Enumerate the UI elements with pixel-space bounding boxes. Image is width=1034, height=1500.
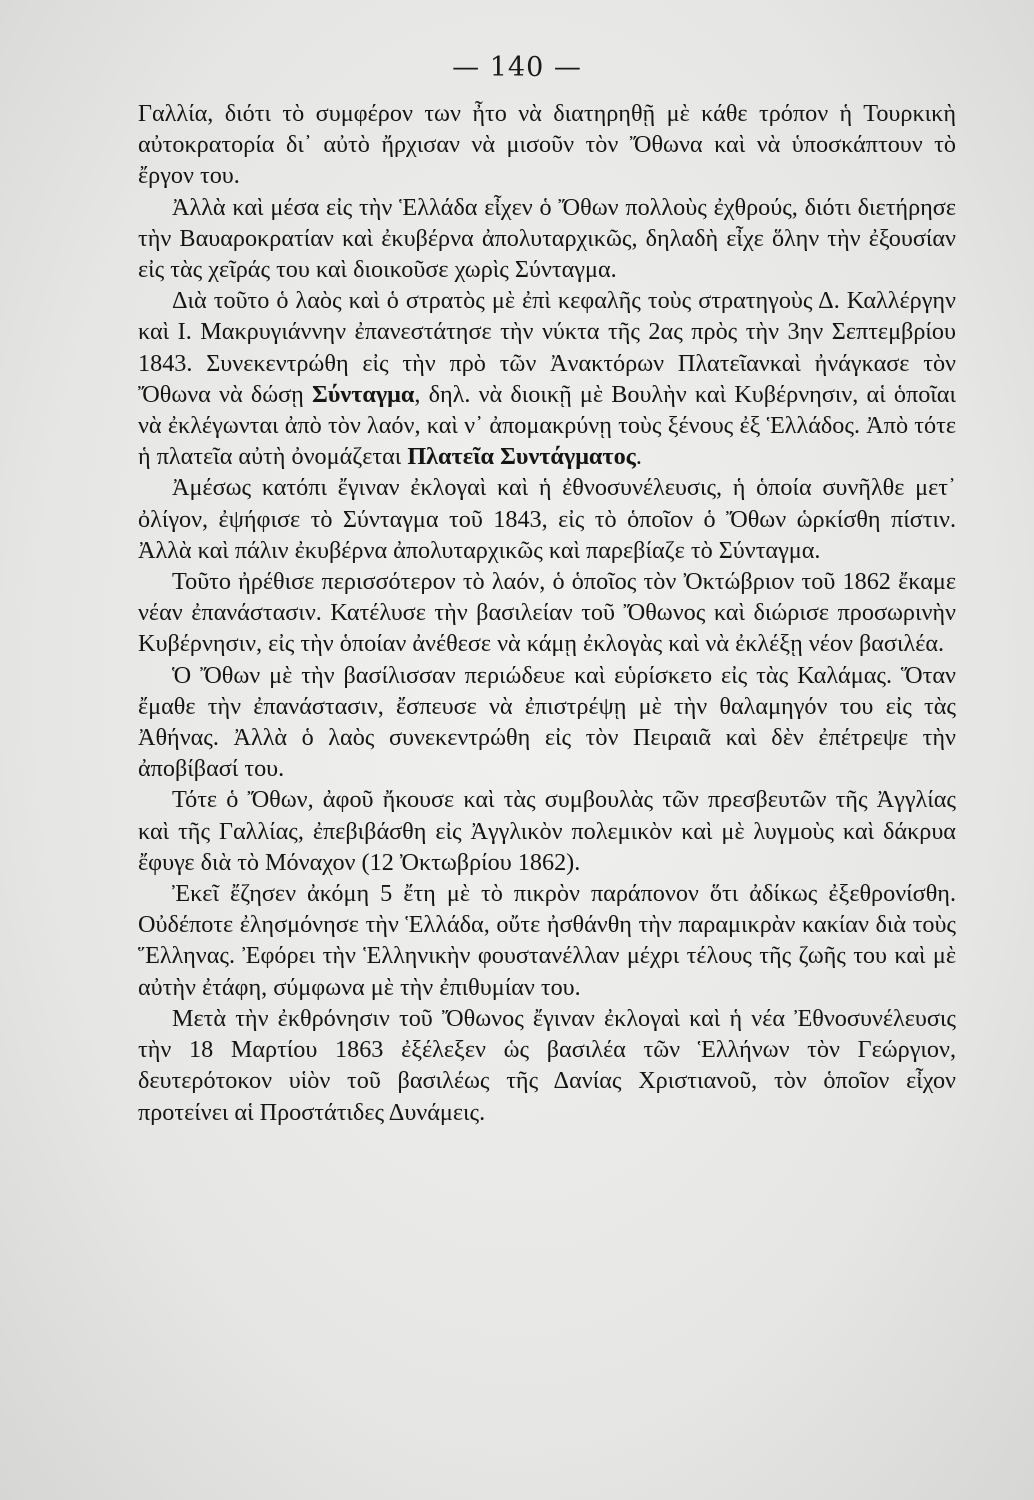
body-text <box>138 98 956 1128</box>
paragraph-3-text-a: Διὰ τοῦτο ὁ λαὸς καὶ ὁ στρατὸς μὲ ἐπὶ κεφαλῆς τοὺς στρατηγοὺς Δ. Καλλέργην καὶ Ι. Μακρυγιάννην ἐπανεστάτησε τὴν νύκτα τῆς 2ας πρὸς τὴν 3ην Σεπτεμβρίου 1843. Συνεκεντρώθη εἰς τὴν πρὸ τῶν Ἀνακτόρων Πλατεῖανκαὶ ἠνάγκασε τὸν Ὄθωνα νὰ δώσῃ <box>138 287 956 408</box>
paragraph-6: Ὁ Ὄθων μὲ τὴν βασίλισσαν περιώδευε καὶ εὑρίσκετο εἰς τὰς Καλάμας. Ὅταν ἔμαθε τὴν ἐπανάστασιν, ἔσπευσε νὰ ἐπιστρέψῃ μὲ τὴν θαλαμηγόν του εἰς τὰς Ἀθήνας. Ἀλλὰ ὁ λαὸς συνεκεντρώθη εἰς τὸν Πειραιᾶ καὶ δὲν ἐπέτρεψε τὴν ἀποβίβασί του. <box>138 661 956 783</box>
page-number: — 140 — <box>452 52 582 83</box>
paragraph-9: Μετὰ τὴν ἐκθρόνησιν τοῦ Ὄθωνος ἔγιναν ἐκλογαὶ καὶ ἡ νέα Ἐθνοσυνέλευσις τὴν 18 Μαρτίου 1863 ἐξέλεξεν ὡς βασιλέα τῶν Ἑλλήνων τὸν Γεώργιον, δευτερότοκον υἱὸν τοῦ βασιλέως τῆς Δανίας Χριστιανοῦ, τὸν ὁποῖον εἶχον προτείνει αἱ Προστάτιδες Δυνάμεις. <box>138 1004 956 1126</box>
bold-plateia-syntagmatos: Πλατεῖα Συντάγματος <box>407 443 636 471</box>
paragraph-8: Ἐκεῖ ἔζησεν ἀκόμη 5 ἔτη μὲ τὸ πικρὸν παράπονον ὅτι ἀδίκως ἐξεθρονίσθη. Οὐδέποτε ἐλησμόνησε τὴν Ἑλλάδα, οὔτε ἠσθάνθη τὴν παραμικρὰν κακίαν διὰ τοὺς Ἕλληνας. Ἐφόρει τὴν Ἑλληνικὴν φουστανέλλαν μέχρι τέλους τῆς ζωῆς του καὶ μὲ αὐτὴν ἐτάφη, σύμφωνα μὲ τὴν ἐπιθυμίαν του. <box>138 880 956 1001</box>
paragraph-5: Τοῦτο ἠρέθισε περισσότερον τὸ λαόν, ὁ ὁποῖος τὸν Ὀκτώβριον τοῦ 1862 ἔκαμε νέαν ἐπανάστασιν. Κατέλυσε τὴν βασιλείαν τοῦ Ὄθωνος καὶ διώρισε προσωρινὴν Κυβέρνησιν, εἰς τὴν ὁποίαν ἀνέθεσε νὰ κάμῃ ἐκλογὰς καὶ νὰ ἐκλέξῃ νέον βασιλέα. <box>138 568 956 658</box>
paragraph-2: Ἀλλὰ καὶ μέσα εἰς τὴν Ἑλλάδα εἶχεν ὁ Ὄθων πολλοὺς ἐχθρούς, διότι διετήρησε τὴν Βαυαροκρατίαν καὶ ἐκυβέρνα ἀπολυταρχικῶς, δηλαδὴ εἶχε ὅλην τὴν ἐξουσίαν εἰς τὰς χεῖράς του καὶ διοικοῦσε χωρὶς Σύνταγμα. <box>138 193 956 284</box>
paragraph-3-text-c: . <box>635 443 642 471</box>
bold-syntagma: Σύνταγμα <box>312 380 415 408</box>
paragraph-3-text-b: , δηλ. νὰ διοικῇ μὲ Βουλὴν καὶ Κυβέρνησιν, αἱ ὁποῖαι νὰ ἐκλέγωνται ἀπὸ τὸν λαόν, καὶ ν᾽ ἀπομακρύνῃ τοὺς ξένους ἐξ Ἑλλάδος. Ἀπὸ τότε ἡ πλατεῖα αὐτὴ ὀνομάζεται <box>138 380 956 471</box>
paragraph-4: Ἀμέσως κατόπι ἔγιναν ἐκλογαὶ καὶ ἡ ἐθνοσυνέλευσις, ἡ ὁποία συνῆλθε μετ᾽ ὀλίγον, ἐψήφισε τὸ Σύνταγμα τοῦ 1843, εἰς τὸ ὁποῖον ὁ Ὄθων ὡρκίσθη πίστιν. Ἀλλὰ καὶ πάλιν ἐκυβέρνα ἀπολυταρχικῶς καὶ παρεβίαζε τὸ Σύνταγμα. <box>138 474 956 564</box>
paragraph-7: Τότε ὁ Ὄθων, ἀφοῦ ἤκουσε καὶ τὰς συμβουλὰς τῶν πρεσβευτῶν τῆς Ἀγγλίας καὶ τῆς Γαλλίας, ἐπεβιβάσθη εἰς Ἀγγλικὸν πολεμικὸν καὶ μὲ λυγμοὺς καὶ δάκρυα ἔφυγε διὰ τὸ Μόναχον (12 Ὀκτωβρίου 1862). <box>138 786 956 876</box>
paragraph-3 <box>138 285 956 472</box>
paragraph-1: Γαλλία, διότι τὸ συμφέρον των ἦτο νὰ διατηρηθῇ μὲ κάθε τρόπον ἡ Τουρκικὴ αὐτοκρατορία δι᾽ αὐτὸ ἤρχισαν νὰ μισοῦν τὸν Ὄθωνα καὶ νὰ ὑποσκάπτουν τὸ ἔργον του. <box>138 100 956 190</box>
